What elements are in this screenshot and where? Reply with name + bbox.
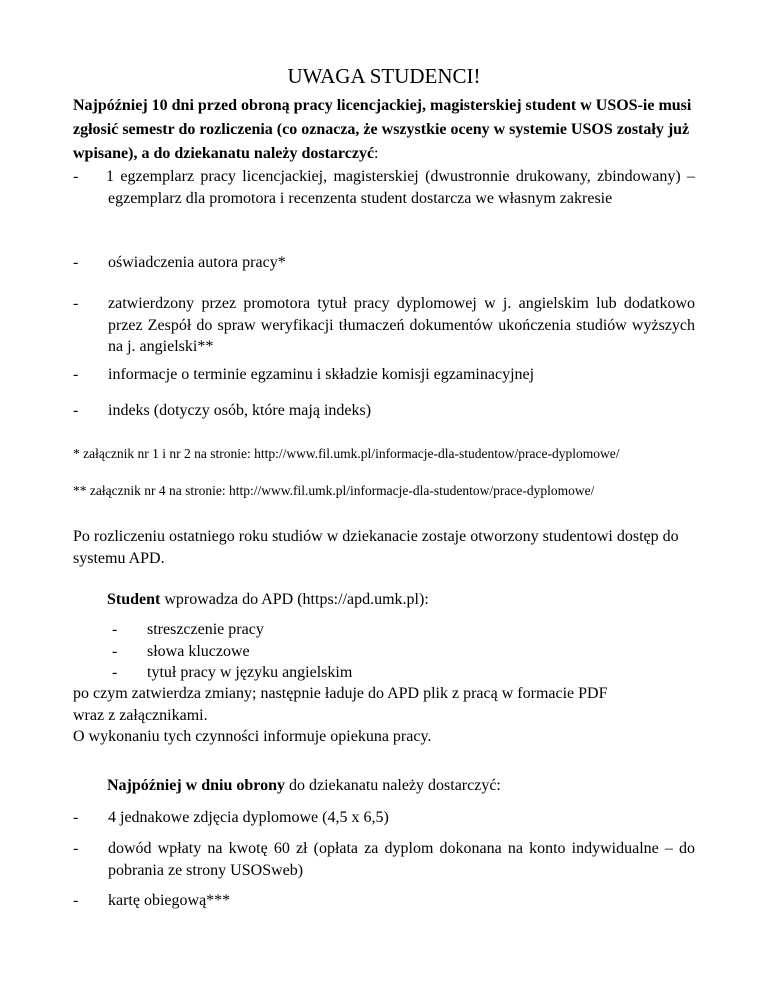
requirement-text: informacje o terminie egzaminu i składzie komisji egzaminacyjnej: [108, 366, 535, 383]
intro-colon: :: [374, 145, 379, 162]
apd-item-text: streszczenie pracy: [147, 621, 264, 638]
student-bold: Student: [107, 591, 161, 608]
footnote: ** załącznik nr 4 na stronie: http://www.fil.umk.pl/informacje-dla-studentow/prace-dyplomowe/: [73, 483, 595, 498]
requirement-item: [73, 252, 695, 274]
list-item: [112, 619, 612, 641]
student-rest: wprowadza do APD (https://apd.umk.pl):: [160, 591, 429, 608]
defense-item-text: dowód wpłaty na kwotę 60 zł (opłata za dyplom dokonana na konto indywidualne – do pobrania ze strony USOSweb): [108, 840, 695, 879]
apd-after-line: wraz z załącznikami.: [73, 706, 208, 724]
list-dash: -: [112, 642, 118, 660]
list-dash: -: [73, 295, 79, 312]
requirement-item: [73, 364, 695, 386]
requirement-text: 1 egzemplarz pracy licencjackiej, magisterskiej (dwustronnie drukowany, zbindowany) – egzemplarz dla promotora i recenzenta student dostarcza we własnym zakresie: [106, 168, 695, 207]
apd-item-text: słowa kluczowe: [147, 642, 250, 660]
defense-bold: Najpóźniej w dniu obrony: [107, 777, 285, 794]
list-dash: -: [73, 168, 79, 185]
intro-bold-text: Najpóźniej 10 dni przed obroną pracy licencjackiej, magisterskiej student w USOS-ie musi zgłosić semestr do rozliczenia (co oznacza, że wszystkie oceny w systemie USOS zostały już wpisane), a do dziekanatu należy dostarczyć: [73, 97, 692, 162]
defense-item: [73, 890, 695, 912]
list-dash: -: [112, 621, 118, 638]
apd-after-line: O wykonaniu tych czynności informuje opiekuna pracy.: [73, 728, 432, 746]
requirement-text: indeks (dotyczy osób, które mają indeks): [108, 402, 372, 419]
defense-item: [73, 807, 695, 829]
defense-rest: do dziekanatu należy dostarczyć:: [284, 777, 501, 794]
apd-intro-paragraph: Po rozliczeniu ostatniego roku studiów w dziekanacie zostaje otworzony studentowi dostęp do systemu APD.: [73, 528, 679, 567]
requirement-item: [73, 166, 695, 209]
student-line: [107, 589, 695, 611]
apd-item-text: tytuł pracy w języku angielskim: [147, 664, 353, 681]
list-item: [112, 641, 612, 663]
list-dash: -: [73, 809, 79, 826]
apd-after-paragraph: [73, 683, 695, 748]
page-title: UWAGA STUDENCI!: [287, 64, 481, 88]
defense-item-text: 4 jednakowe zdjęcia dyplomowe (4,5 x 6,5): [108, 809, 389, 826]
defense-item: [73, 838, 695, 881]
apd-list: [112, 619, 612, 684]
list-dash: -: [73, 892, 79, 909]
footnote: * załącznik nr 1 i nr 2 na stronie: http://www.fil.umk.pl/informacje-dla-studentow/prace-dyplomowe/: [73, 446, 620, 461]
intro-paragraph: [73, 94, 695, 166]
requirement-item: [73, 293, 695, 358]
list-dash: -: [73, 840, 79, 857]
requirement-item: [73, 400, 695, 422]
list-dash: -: [73, 402, 79, 419]
list-dash: -: [73, 254, 79, 271]
list-dash: -: [73, 366, 79, 383]
requirement-text: oświadczenia autora pracy*: [108, 254, 286, 271]
defense-item-text: kartę obiegową***: [108, 892, 231, 909]
requirement-text: zatwierdzony przez promotora tytuł pracy dyplomowej w j. angielskim lub dodatkowo przez Zespół do spraw weryfikacji tłumaczeń dokumentów ukończenia studiów wyższych na j. angielski**: [108, 295, 695, 356]
list-item: [112, 662, 612, 684]
defense-line: [107, 775, 695, 797]
apd-after-line: po czym zatwierdza zmiany; następnie ładuje do APD plik z pracą w formacie PDF: [73, 685, 608, 702]
list-dash: -: [112, 664, 118, 681]
